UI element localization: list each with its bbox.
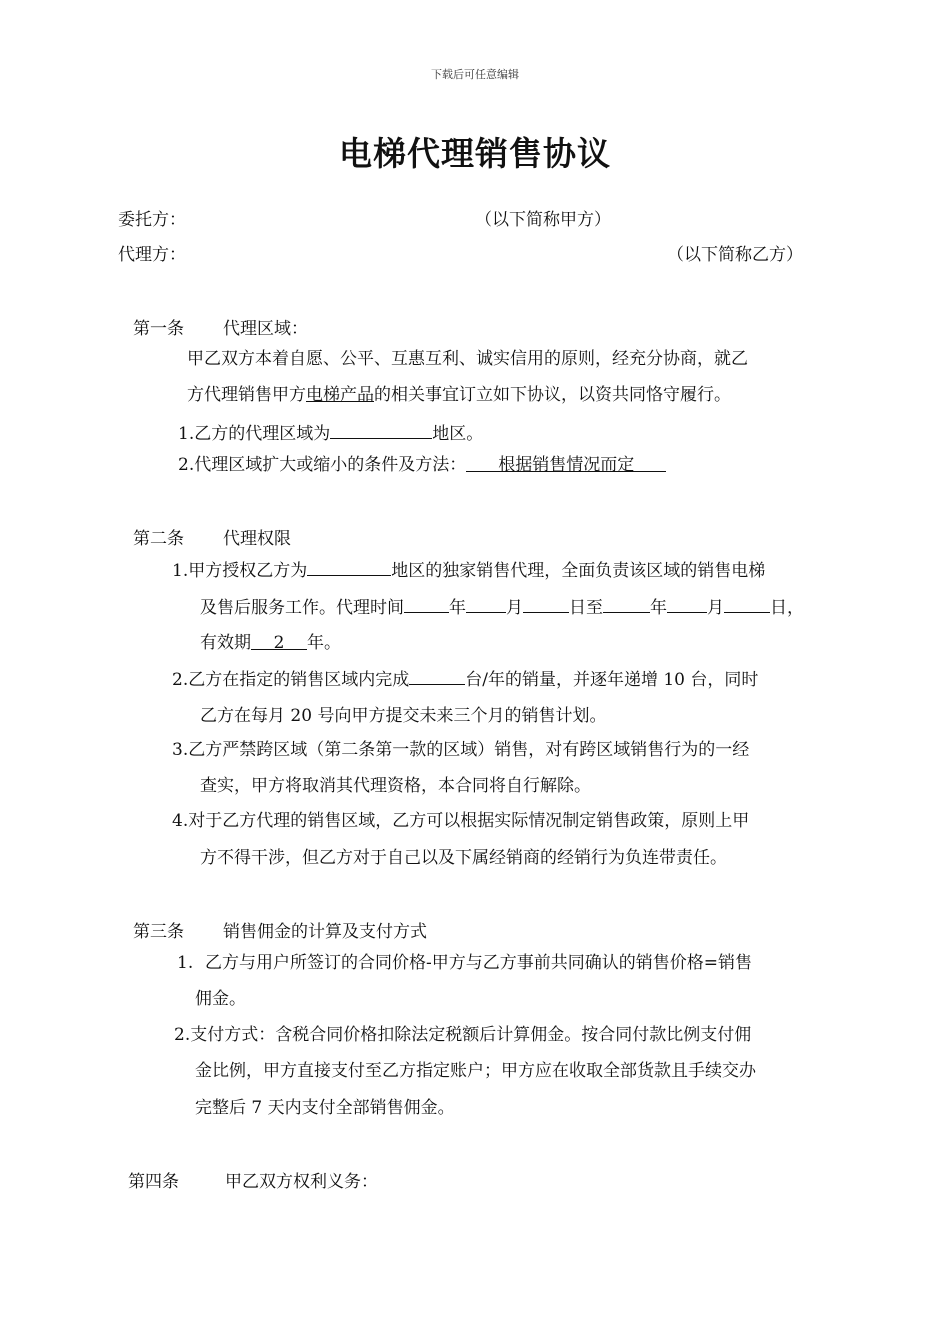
article-2-item-1-line-3 <box>200 632 341 654</box>
document-title: 电梯代理销售协议 <box>339 134 611 173</box>
validity-years-field[interactable] <box>251 632 307 653</box>
text: 日， <box>770 598 804 618</box>
article-3-heading <box>133 917 427 942</box>
intro-text-a: 方代理销售甲方 <box>187 385 306 405</box>
agent-label: 代理方： <box>118 245 186 265</box>
article-2-item-1-line-1 <box>172 558 765 582</box>
article-2-heading <box>133 524 291 549</box>
article-4-title: 甲乙双方权利义务： <box>225 1172 378 1192</box>
article-3-item-1-line-2: 佣金。 <box>195 989 246 1009</box>
article-1-intro-line-2 <box>187 384 731 406</box>
article-3-item-2-line-3: 完整后 7 天内支付全部销售佣金。 <box>195 1098 455 1118</box>
text: 有效期 <box>200 633 251 653</box>
article-2-label: 第二条 <box>133 529 184 549</box>
article-1-label: 第一条 <box>133 319 184 339</box>
item-2-text: 2.代理区域扩大或缩小的条件及方法： <box>178 455 467 475</box>
article-3-item-2-line-1: 2.支付方式：含税合同价格扣除法定税额后计算佣金。按合同付款比例支付佣 <box>174 1025 752 1045</box>
article-3-label: 第三条 <box>133 922 184 942</box>
text: 日至 <box>569 598 603 618</box>
product-link[interactable]: 电梯产品 <box>306 385 374 405</box>
article-2-title: 代理权限 <box>223 529 291 549</box>
article-2-item-2-line-1 <box>172 667 758 691</box>
article-3-item-1-number: 1. <box>177 953 194 973</box>
text: 年 <box>650 598 667 618</box>
article-2-item-4-line-2: 方不得干涉，但乙方对于自己以及下属经销商的经销行为负连带责任。 <box>200 848 727 868</box>
article-1-item-2 <box>178 454 666 476</box>
article-1-intro-line-1: 甲乙双方本着自愿、公平、互惠互利、诚实信用的原则，经充分协商，就乙 <box>187 349 748 369</box>
start-year-blank[interactable] <box>404 595 449 613</box>
article-4-heading <box>128 1167 378 1192</box>
article-1-item-1 <box>178 421 483 445</box>
page-header: 下载后可任意编辑 <box>431 68 519 81</box>
text: 台/年的销量，并逐年递增 10 台，同时 <box>465 670 759 690</box>
item-1-text-a: 1.乙方的代理区域为 <box>178 424 331 444</box>
text: 2.乙方在指定的销售区域内完成 <box>172 670 410 690</box>
article-3-item-1-line-1: 乙方与用户所签订的合同价格-甲方与乙方事前共同确认的销售价格=销售 <box>205 953 752 973</box>
end-month-blank[interactable] <box>667 595 707 613</box>
start-month-blank[interactable] <box>466 595 506 613</box>
adjust-method-field[interactable] <box>466 454 666 475</box>
article-1-heading <box>133 314 308 339</box>
article-2-item-3-line-1: 3.乙方严禁跨区域（第二条第一款的区域）销售，对有跨区域销售行为的一经 <box>172 740 750 760</box>
adjust-method-value: 根据销售情况而定 <box>498 455 635 475</box>
text: 及售后服务工作。代理时间 <box>200 598 404 618</box>
intro-text-b: 的相关事宜订立如下协议，以资共同恪守履行。 <box>374 385 731 405</box>
text: 地区的独家销售代理，全面负责该区域的销售电梯 <box>391 561 766 581</box>
region-blank[interactable] <box>330 421 432 439</box>
article-2-item-2-line-2: 乙方在每月 20 号向甲方提交未来三个月的销售计划。 <box>200 706 607 726</box>
article-3-item-2-line-2: 金比例，甲方直接支付至乙方指定账户；甲方应在收取全部货款且手续交办 <box>195 1061 756 1081</box>
exclusive-region-blank[interactable] <box>307 558 391 576</box>
text: 月 <box>707 598 724 618</box>
text: 1.甲方授权乙方为 <box>172 561 308 581</box>
article-3-title: 销售佣金的计算及支付方式 <box>223 922 427 942</box>
principal-note: （以下简称甲方） <box>475 210 611 230</box>
text: 年。 <box>307 633 341 653</box>
end-day-blank[interactable] <box>724 595 770 613</box>
sales-volume-blank[interactable] <box>409 667 465 685</box>
end-year-blank[interactable] <box>603 595 650 613</box>
agent-note: （以下简称乙方） <box>667 245 803 265</box>
validity-years-value: 2 <box>273 633 285 653</box>
start-day-blank[interactable] <box>523 595 569 613</box>
text: 年 <box>449 598 466 618</box>
item-1-text-b: 地区。 <box>432 424 484 444</box>
article-2-item-3-line-2: 查实，甲方将取消其代理资格，本合同将自行解除。 <box>200 776 591 796</box>
article-2-item-4-line-1: 4.对于乙方代理的销售区域，乙方可以根据实际情况制定销售政策，原则上甲 <box>172 811 750 831</box>
article-4-label: 第四条 <box>128 1172 179 1192</box>
article-2-item-1-line-2 <box>200 595 804 619</box>
principal-label: 委托方： <box>118 210 186 230</box>
text: 月 <box>506 598 523 618</box>
article-1-title: 代理区域： <box>223 319 308 339</box>
